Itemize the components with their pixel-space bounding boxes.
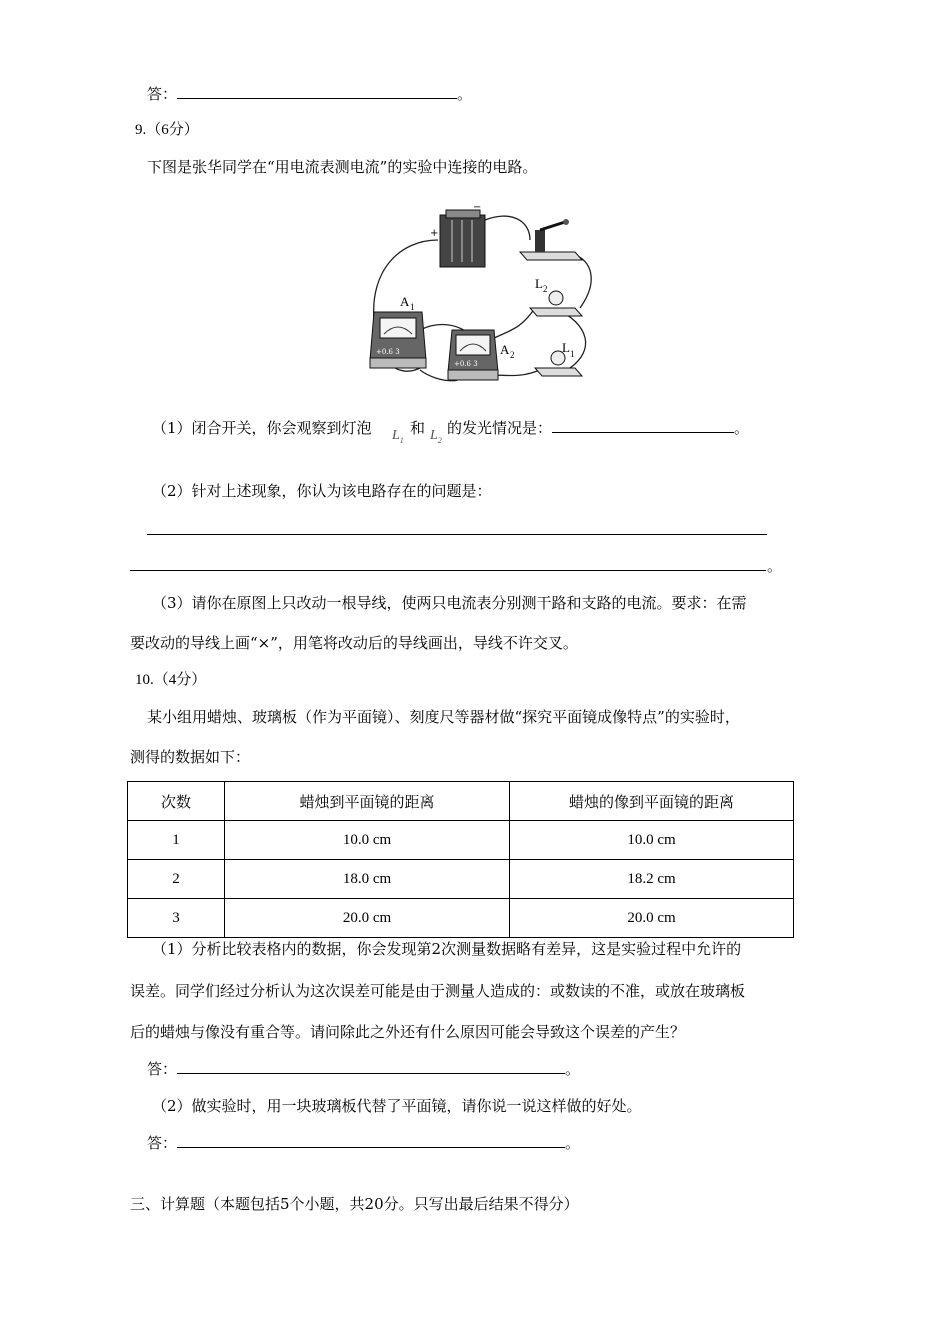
- table-cell: 18.0 cm: [225, 860, 510, 899]
- table-cell: 20.0 cm: [225, 899, 510, 938]
- a2-sub: 2: [510, 350, 515, 360]
- table-row: [128, 860, 794, 899]
- l1-symbol: $L_1$: [392, 428, 404, 445]
- q10-header: 10.（4分）: [135, 672, 207, 688]
- table-cell: 20.0 cm: [510, 899, 794, 938]
- table-cell: 10.0 cm: [225, 821, 510, 860]
- plus-label: +: [430, 228, 439, 239]
- q9-p3-line2: 要改动的导线上画“×”，用笔将改动后的导线画出，导线不许交叉。: [130, 634, 578, 652]
- answer-blank: [177, 84, 457, 99]
- a2-label: A: [500, 342, 510, 357]
- ammeter-a2-icon: [448, 330, 498, 380]
- a1-sub: 1: [410, 302, 415, 312]
- table-header: 次数: [128, 782, 225, 821]
- l1-sub: 1: [570, 349, 575, 359]
- table-cell: 10.0 cm: [510, 821, 794, 860]
- table-cell: 2: [128, 860, 225, 899]
- q10-p1-line2: 误差。同学们经过分析认为这次误差可能是由于测量人造成的：或数读的不准，或放在玻璃板: [130, 982, 746, 1000]
- circuit-figure: [360, 200, 610, 385]
- minus-label: −: [473, 202, 482, 213]
- q10-answer2: 答： 。: [147, 1134, 581, 1152]
- q8-answer-line: 答： 。: [147, 85, 473, 103]
- q9-p2-end: 。: [767, 557, 783, 575]
- l2-symbol: $L_2$: [430, 428, 442, 445]
- q10-intro1: 某小组用蜡烛、玻璃板（作为平面镜）、刻度尺等器材做“探究平面镜成像特点”的实验时，: [147, 708, 740, 726]
- battery-icon: [440, 210, 485, 267]
- q10-intro2: 测得的数据如下：: [130, 748, 251, 766]
- q9-header: 9.（6分）: [135, 122, 199, 138]
- q10-answer1: 答： 。: [147, 1060, 581, 1078]
- q9-p3-line1: （3）请你在原图上只改动一根导线，使两只电流表分别测干路和支路的电流。要求：在需: [152, 594, 747, 612]
- q10-p1-line3: 后的蜡烛与像没有重合等。请问除此之外还有什么原因可能会导致这个误差的产生？: [130, 1023, 686, 1041]
- table-cell: 18.2 cm: [510, 860, 794, 899]
- measurement-table: [127, 781, 794, 938]
- a1-scale: +0.6 3: [376, 348, 400, 356]
- q10-p2: （2）做实验时，用一块玻璃板代替了平面镜，请你说一说这样做的好处。: [152, 1097, 642, 1115]
- bulb-l2-icon: [530, 291, 582, 316]
- table-cell: 1: [128, 821, 225, 860]
- q9-intro: 下图是张华同学在“用电流表测电流”的实验中连接的电路。: [147, 158, 538, 176]
- switch-icon: [520, 219, 582, 260]
- l2-sub: 2: [543, 284, 548, 294]
- a2-scale: +0.6 3: [454, 360, 478, 368]
- wire: [575, 255, 591, 308]
- answer-blank: [177, 1133, 565, 1148]
- q9-p1-rest: 的发光情况是： 。: [447, 419, 750, 437]
- answer-blank: [552, 418, 734, 433]
- answer-blank: [177, 1059, 565, 1074]
- wire: [490, 308, 535, 340]
- table-header: 蜡烛到平面镜的距离: [225, 782, 510, 821]
- q9-p2: （2）针对上述现象，你认为该电路存在的问题是：: [152, 482, 492, 500]
- answer-blank-line: [130, 570, 766, 571]
- table-cell: 3: [128, 899, 225, 938]
- section3-title: 三、计算题（本题包括5个小题，共20分。只写出最后结果不得分）: [130, 1195, 579, 1213]
- table-row: [128, 899, 794, 938]
- q9-p1: （1）闭合开关，你会观察到灯泡: [152, 419, 372, 437]
- table-header: 蜡烛的像到平面镜的距离: [510, 782, 794, 821]
- l1-label: L: [562, 340, 570, 355]
- table-header-row: [128, 782, 794, 821]
- ammeter-a1-icon: [370, 312, 426, 368]
- l2-label: L: [535, 276, 543, 291]
- wire: [485, 216, 530, 240]
- table-row: [128, 821, 794, 860]
- answer-blank-line: [147, 534, 767, 535]
- a1-label: A: [400, 294, 410, 309]
- q10-p1-line1: （1）分析比较表格内的数据，你会发现第2次测量数据略有差异，这是实验过程中允许的: [152, 940, 742, 958]
- q9-p1-and: 和: [410, 419, 426, 437]
